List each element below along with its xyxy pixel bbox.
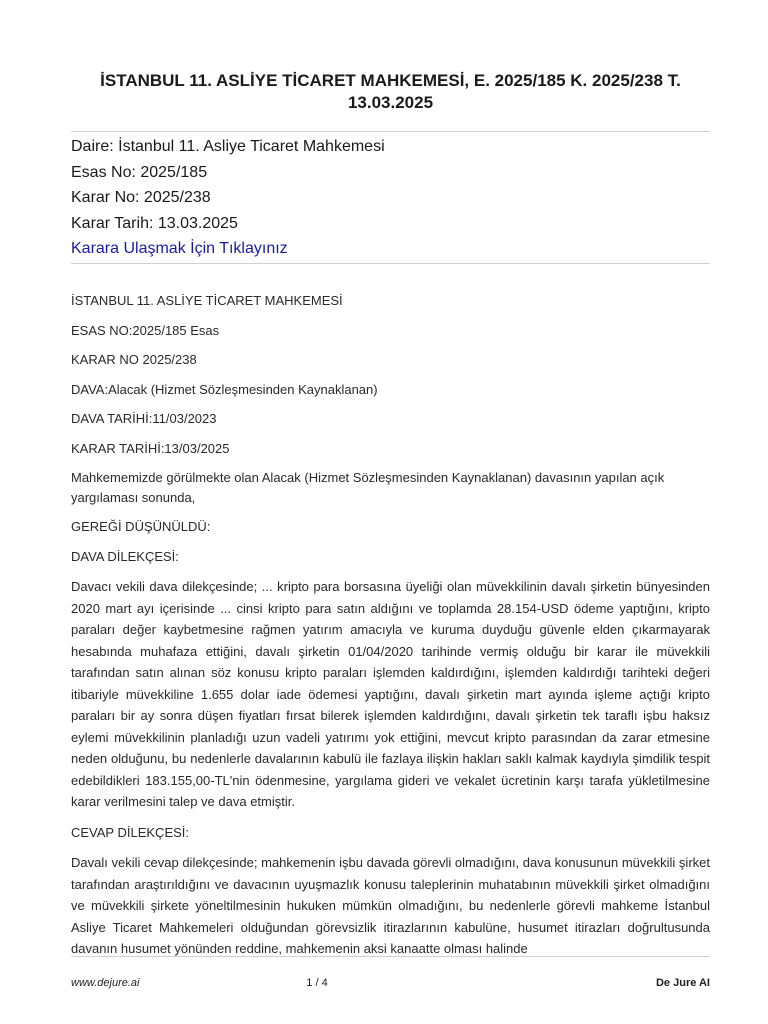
decision-meta — [71, 134, 710, 262]
dava-line: DAVA:Alacak (Hizmet Sözleşmesinden Kaynaklanan) — [71, 381, 378, 397]
geregi-heading: GEREĞİ DÜŞÜNÜLDÜ: — [71, 519, 211, 534]
divider — [71, 263, 710, 264]
meta-esas-no: Esas No: 2025/185 — [71, 163, 208, 181]
page-footer — [71, 977, 710, 993]
intro-paragraph: Mahkememizde görülmekte olan Alacak (Hizmet Sözleşmesinden Kaynaklanan) davasının yapılan açık yargılaması sonunda, — [71, 470, 665, 505]
dava-dilekcesi-heading: DAVA DİLEKÇESİ: — [71, 548, 179, 564]
meta-karar-no: Karar No: 2025/238 — [71, 189, 211, 206]
esas-line: ESAS NO:2025/185 Esas — [71, 322, 220, 338]
footer-brand: De Jure AI — [655, 977, 710, 989]
decision-body — [71, 291, 710, 970]
page-title: İSTANBUL 11. ASLİYE TİCARET MAHKEMESİ, E. 2025/185 K. 2025/238 T. 13.03.2025 — [100, 71, 681, 112]
dava-tarihi-line: DAVA TARİHİ:11/03/2023 — [71, 411, 217, 426]
court-name: İSTANBUL 11. ASLİYE TİCARET MAHKEMESİ — [71, 293, 343, 308]
meta-karar-tarih: Karar Tarih: 13.03.2025 — [71, 214, 238, 232]
cevap-dilekcesi-text: Davalı vekili cevap dilekçesinde; mahkemenin işbu davada görevli olmadığını, dava konusunun müvekkili şirket tarafından araştırıldığını ve davacının uyuşmazlık konusu taleplerinin muhatabının müvekkili şirket olmadığını ve müvekkili şirkete yöneltilmesinin hukuken mümkün olmadığını, bu nedenlerle görevli mahkeme İstanbul Asliye Ticaret Mahkemeleri olduğundan görevsizlik itirazlarının kabulüne, husumet itirazları doğrultusunda davanın husumet yönünden reddine, mahkemenin aksi kanaatte olması halinde — [71, 855, 710, 956]
divider — [71, 131, 710, 132]
meta-daire: Daire: İstanbul 11. Asliye Ticaret Mahkemesi — [71, 138, 385, 155]
page-number: 1 / 4 — [306, 977, 328, 989]
dava-dilekcesi-text: Davacı vekili dava dilekçesinde; ... kripto para borsasına üyeliği olan müvekkilinin davalı şirketin bünyesinden 2020 mart ayı içerisinde ... cinsi kripto para satın aldığını ve toplamda 28.154-USD ödeme yaptığını, kripto paraları değer kaybetmesine rağmen yatırım amacıyla ve kuruma duyduğu güvenle elden çıkarmayarak hesabında muhafaza ettiğini, davalı şirketin 01/04/2020 tarihinde vermiş olduğu bir karar ile müvekkili tarafından satın alınan söz konusu kripto paraları işlemden kaldırdığını, işlemden kaldırdığı tarihteki değeri itibariyle müvekkiline 1.655 dolar iade ödemesi yaptığını, davalı şirketin mart ayında işleme açtığı kripto paraları bir ay sonra düşen fiyatları fırsat bilerek işlemden kaldırdığını, davalı şirketin tek taraflı işbu haksız eylemi müvekkilinin planladığı uzun vadeli yatırımı yok ettiğini, mevcut kripto parasından da zarar etmesine neden olduğunu, bu nedenlerle davalarının kabulü ile fazlaya ilişkin hakları saklı kalmak kaydıyla şimdilik tespit edebildikleri 183.155,00-TL'nin ödenmesine, yargılama gideri ve vekalet ücretinin karşı tarafa yükletilmesine karar verilmesini talep ve dava etmiştir. — [71, 579, 710, 809]
footer-site-link[interactable]: www.dejure.ai — [71, 977, 140, 989]
divider — [71, 956, 710, 957]
cevap-dilekcesi-heading: CEVAP DİLEKÇESİ: — [71, 824, 190, 840]
karar-tarihi-line: KARAR TARİHİ:13/03/2025 — [71, 440, 230, 456]
karar-line: KARAR NO 2025/238 — [71, 352, 197, 367]
decision-link[interactable]: Karara Ulaşmak İçin Tıklayınız — [71, 240, 288, 257]
